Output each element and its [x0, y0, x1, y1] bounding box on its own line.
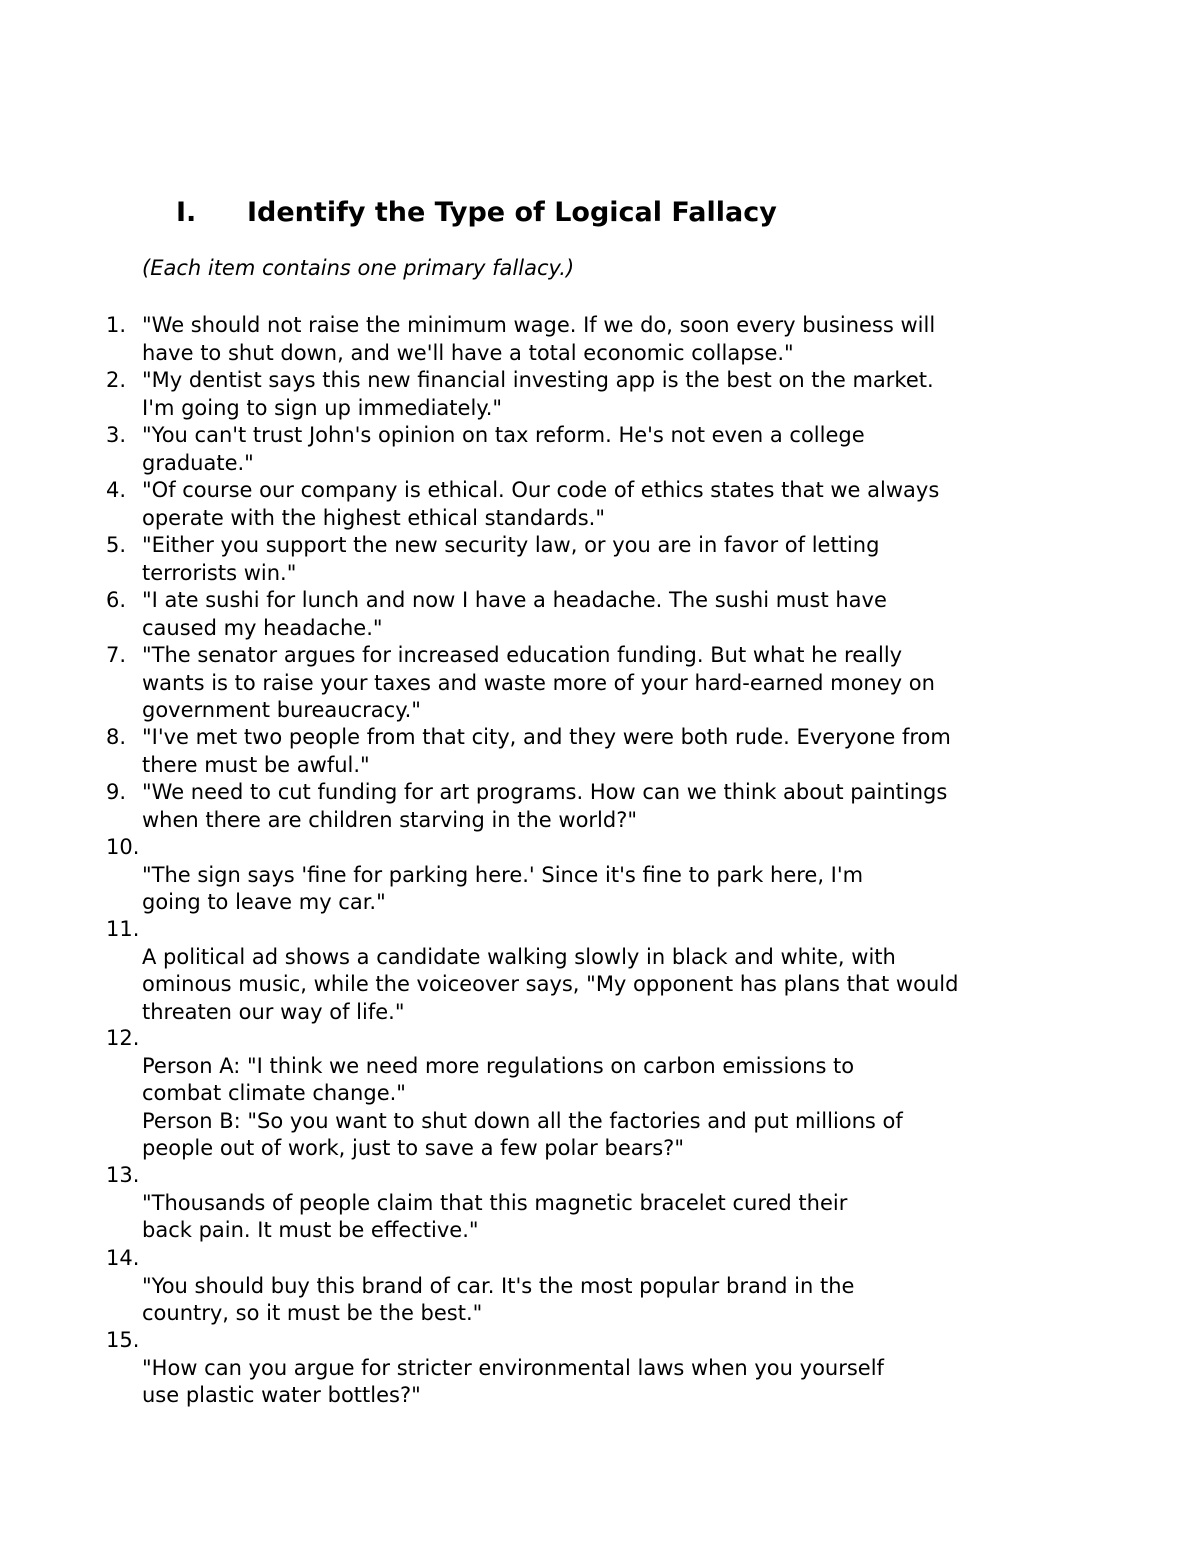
- item-number: 11.: [106, 917, 140, 941]
- question-item: [106, 1162, 1066, 1245]
- item-number: 14.: [106, 1246, 140, 1270]
- item-text-line: terrorists win.": [142, 560, 297, 585]
- item-text-line: government bureaucracy.": [142, 698, 421, 722]
- item-text-line: have to shut down, and we'll have a total economic collapse.": [142, 340, 794, 365]
- item-text-line: operate with the highest ethical standards.": [142, 505, 605, 530]
- item-number: 5.: [106, 533, 127, 557]
- question-item: [106, 724, 1066, 779]
- section-heading: [176, 197, 777, 228]
- item-text-line: use plastic water bottles?": [142, 1383, 421, 1407]
- item-number: 9.: [106, 780, 127, 804]
- question-item: [106, 642, 1066, 725]
- item-text-line: graduate.": [142, 450, 254, 475]
- question-item: [106, 367, 1066, 422]
- item-text-line: A political ad shows a candidate walking slowly in black and white, with: [142, 944, 896, 969]
- item-text-line: threaten our way of life.": [142, 999, 405, 1024]
- item-number: 13.: [106, 1163, 140, 1187]
- item-number: 10.: [106, 835, 140, 859]
- item-text-line: when there are children starving in the world?": [142, 807, 638, 832]
- item-text-line: Person B: "So you want to shut down all the factories and put millions of: [142, 1108, 903, 1133]
- item-text-line: "I ate sushi for lunch and now I have a headache. The sushi must have: [142, 588, 887, 612]
- item-text-line: "We need to cut funding for art programs. How can we think about paintings: [142, 780, 948, 804]
- item-number: 1.: [106, 313, 127, 337]
- item-text-line: "I've met two people from that city, and they were both rude. Everyone from: [142, 725, 951, 749]
- question-item: [106, 1327, 1066, 1410]
- question-item: [106, 1025, 1066, 1163]
- item-number: 3.: [106, 423, 127, 447]
- item-text-line: I'm going to sign up immediately.": [142, 395, 503, 420]
- item-text-line: "My dentist says this new financial investing app is the best on the market.: [142, 368, 934, 392]
- item-text-line: Person A: "I think we need more regulations on carbon emissions to: [142, 1053, 855, 1078]
- item-number: 15.: [106, 1328, 140, 1352]
- section-title: Identify the Type of Logical Fallacy: [247, 197, 777, 228]
- item-text-line: "The senator argues for increased education funding. But what he really: [142, 643, 903, 667]
- question-item: [106, 422, 1066, 477]
- item-text-line: "Of course our company is ethical. Our code of ethics states that we always: [142, 478, 940, 502]
- item-text-line: "Either you support the new security law, or you are in favor of letting: [142, 533, 880, 557]
- question-item: [106, 477, 1066, 532]
- item-number: 6.: [106, 588, 127, 612]
- item-text-line: ominous music, while the voiceover says, "My opponent has plans that would: [142, 972, 959, 996]
- item-text-line: "The sign says 'fine for parking here.' Since it's fine to park here, I'm: [142, 862, 864, 887]
- item-text-line: there must be awful.": [142, 752, 370, 777]
- item-text-line: combat climate change.": [142, 1081, 406, 1105]
- item-number: 4.: [106, 478, 127, 502]
- question-item: [106, 834, 1066, 917]
- instructions: (Each item contains one primary fallacy.): [142, 256, 575, 280]
- question-item: [106, 1245, 1066, 1328]
- question-item: [106, 532, 1066, 587]
- item-text-line: people out of work, just to save a few polar bears?": [142, 1136, 684, 1160]
- section-numeral: I.: [176, 197, 197, 228]
- item-text-line: back pain. It must be effective.": [142, 1218, 479, 1242]
- item-text-line: "You can't trust John's opinion on tax reform. He's not even a college: [142, 423, 865, 447]
- item-text-line: going to leave my car.": [142, 890, 386, 914]
- question-item: [106, 779, 1066, 834]
- item-number: 12.: [106, 1026, 140, 1050]
- item-text-line: country, so it must be the best.": [142, 1301, 483, 1325]
- question-item: [106, 587, 1066, 642]
- item-text-line: "We should not raise the minimum wage. If we do, soon every business will: [142, 313, 936, 337]
- item-text-line: caused my headache.": [142, 615, 383, 640]
- item-text-line: "How can you argue for stricter environmental laws when you yourself: [142, 1355, 884, 1380]
- item-text-line: "Thousands of people claim that this magnetic bracelet cured their: [142, 1190, 848, 1215]
- item-number: 8.: [106, 725, 127, 749]
- item-text-line: "You should buy this brand of car. It's the most popular brand in the: [142, 1273, 855, 1298]
- question-item: [106, 916, 1066, 1026]
- item-text-line: wants is to raise your taxes and waste more of your hard-earned money on: [142, 670, 935, 695]
- item-number: 7.: [106, 643, 127, 667]
- item-number: 2.: [106, 368, 127, 392]
- question-item: [106, 312, 1066, 367]
